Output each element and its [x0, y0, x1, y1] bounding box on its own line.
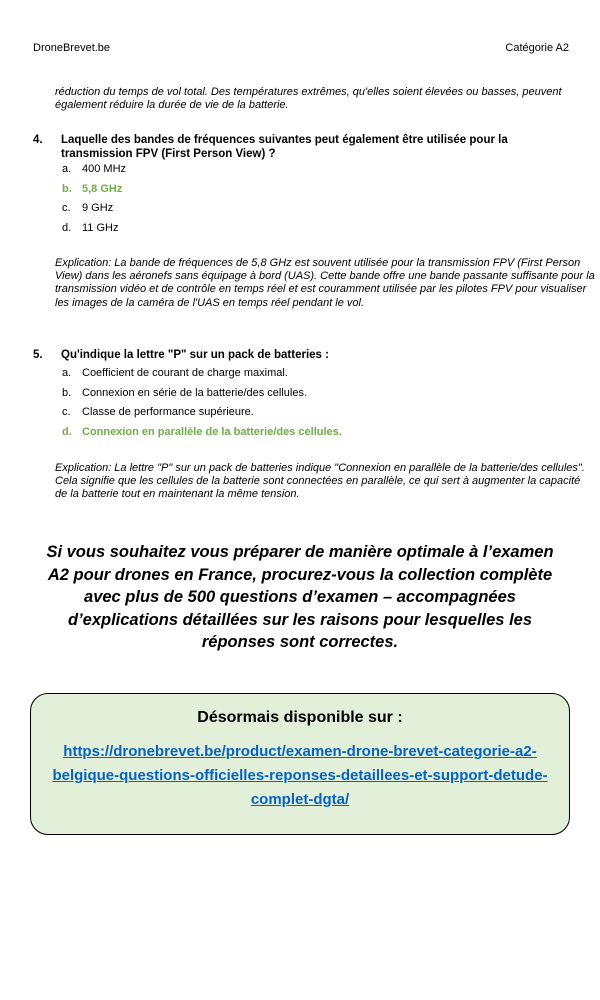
availability-box: [30, 693, 570, 835]
question-4: [33, 134, 578, 161]
question-5-options: [62, 364, 342, 442]
option-a: a. Coefficient de courant de charge maximal.: [62, 367, 288, 379]
question-4-options: [62, 160, 126, 238]
header-category: Catégorie A2: [505, 42, 569, 54]
promo-text: Si vous souhaitez vous préparer de manière optimale à l’examen A2 pour drones en France, procurez-vous la collection complète avec plus de 500 questions d’examen – accompagnées d’explications détaillées sur les raisons pour lesquelles les réponses sont correctes.: [46, 543, 554, 651]
question-5: [33, 349, 578, 363]
question-4-explanation: Explication: La bande de fréquences de 5,8 GHz est souvent utilisée pour la transmission FPV (First Person View) dans les aéronefs sans équipage à bord (UAS). Cette bande offre une bande passante suffisante pour la transmission vidéo et de contrôle en temps réel et est couramment utilisée par les pilotes FPV pour visualiser les images de la caméra de l'UAS en temps réel pendant le vol.: [55, 257, 595, 309]
option-d-correct: d. Connexion en parallèle de la batterie/des cellules.: [62, 425, 342, 438]
question-number: 4.: [33, 134, 43, 146]
availability-title: Désormais disponible sur :: [197, 709, 403, 726]
question-5-explanation: Explication: La lettre "P" sur un pack de batteries indique "Connexion en parallèle de la batterie/des cellules". Cela signifie que les cellules de la batterie sont connectées en parallèle, ce qui sert à augmenter la capacité de la batterie tout en maintenant la même tension.: [55, 462, 585, 501]
option-c: c. 9 GHz: [62, 202, 114, 214]
option-b: b. Connexion en série de la batterie/des cellules.: [62, 386, 308, 399]
intro-paragraph: réduction du temps de vol total. Des températures extrêmes, qu'elles soient élevées ou basses, peuvent également réduire la durée de vie de la batterie.: [55, 86, 562, 111]
option-d: d. 11 GHz: [62, 221, 119, 234]
product-link[interactable]: https://dronebrevet.be/product/examen-drone-brevet-categorie-a2-belgique-questions-officielles-reponses-detaillees-et-support-detude-complet-dgta/: [52, 743, 548, 808]
option-b-correct: b. 5,8 GHz: [62, 182, 123, 195]
question-text: Qu'indique la lettre "P" sur un pack de batteries :: [61, 349, 329, 361]
option-c: c. Classe de performance supérieure.: [62, 406, 254, 418]
option-a: a. 400 MHz: [62, 163, 127, 175]
question-number: 5.: [33, 349, 43, 361]
header-site-name: DroneBrevet.be: [33, 42, 111, 54]
question-text: Laquelle des bandes de fréquences suivantes peut également être utilisée pour la transmission FPV (First Person View) ?: [61, 134, 508, 160]
